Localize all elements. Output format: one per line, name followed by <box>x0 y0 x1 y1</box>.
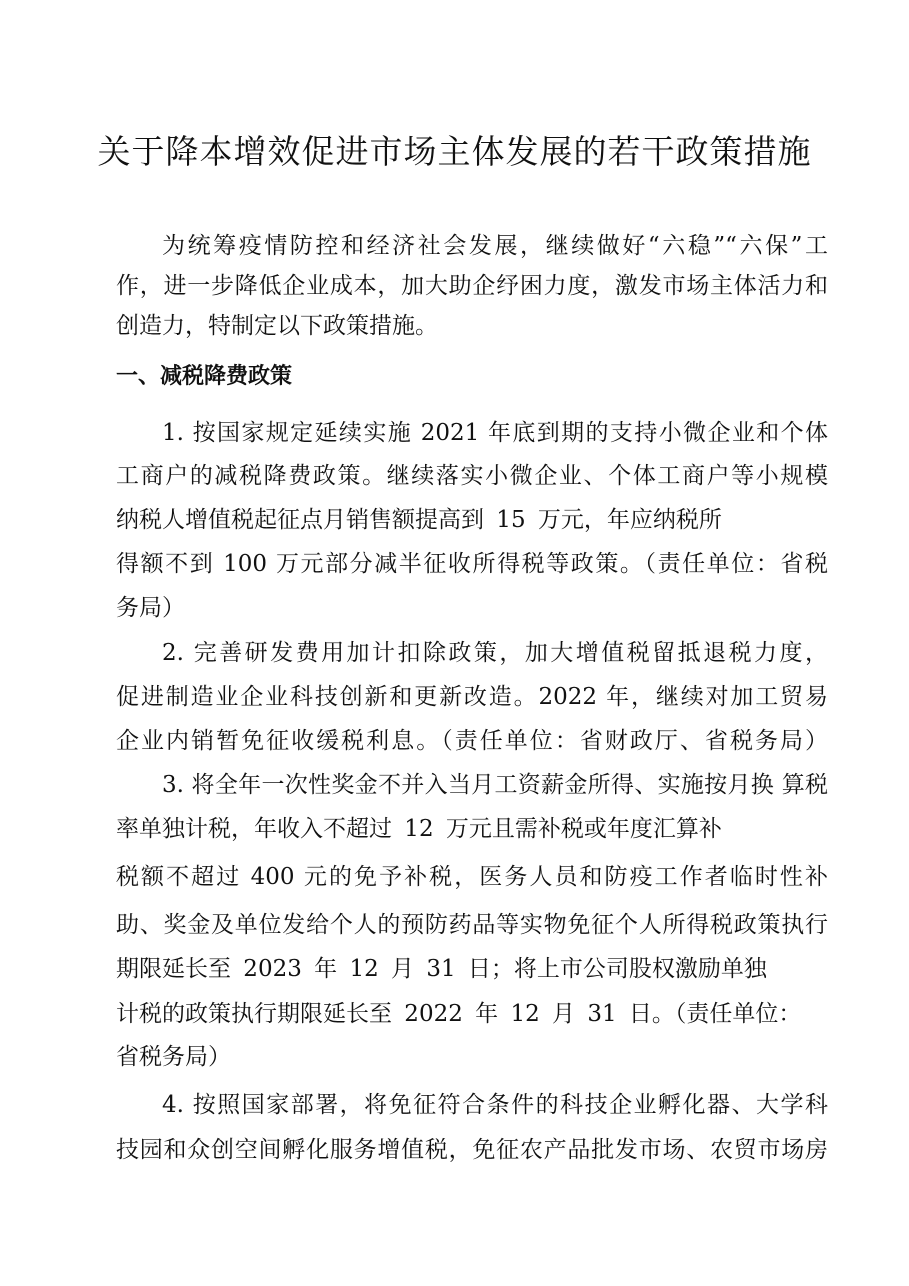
paragraph-line: 企业内销暂免征收缓税利息。（责任单位：省财政厅、省税务局） <box>116 728 828 754</box>
paragraph-line: 3. 将全年一次性奖金不并入当月工资薪金所得、实施按月换 算税 <box>162 772 828 798</box>
paragraph-line: 工商户的减税降费政策。继续落实小微企业、个体工商户等小规模 <box>116 463 828 489</box>
paragraph-line: 2. 完善研发费用加计扣除政策，加大增值税留抵退税力度， <box>162 640 828 666</box>
paragraph-line: 为统筹疫情防控和经济社会发展，继续做好“六稳”“六保”工 <box>162 233 828 259</box>
paragraph-line: 纳税人增值税起征点月销售额提高到 15 万元，年应纳税所 <box>116 507 722 533</box>
paragraph-line: 技园和众创空间孵化服务增值税，免征农产品批发市场、农贸市场房 <box>116 1137 828 1163</box>
paragraph-line: 1. 按国家规定延续实施 2021 年底到期的支持小微企业和个体 <box>162 420 828 446</box>
paragraph-line: 得额不到 100 万元部分减半征收所得税等政策。（责任单位：省税 <box>116 551 828 577</box>
paragraph-line: 期限延长至 2023 年 12 月 31 日；将上市公司股权激励单独 <box>116 956 767 982</box>
paragraph-line: 促进制造业企业科技创新和更新改造。2022 年，继续对加工贸易 <box>116 684 828 710</box>
paragraph-line: 助、奖金及单位发给个人的预防药品等实物免征个人所得税政策执行 <box>116 912 828 938</box>
paragraph-line: 税额不超过 400 元的免予补税，医务人员和防疫工作者临时性补 <box>116 864 828 890</box>
paragraph-line: 务局） <box>116 595 185 621</box>
paragraph-line: 创造力，特制定以下政策措施。 <box>116 313 438 339</box>
section-heading: 一、减税降费政策 <box>116 364 293 389</box>
paragraph-line: 计税的政策执行期限延长至 2022 年 12 月 31 日。（责任单位： <box>116 1001 802 1027</box>
paragraph-line: 作，进一步降低企业成本，加大助企纾困力度，激发市场主体活力和 <box>116 273 828 299</box>
paragraph-line: 省税务局） <box>116 1044 231 1070</box>
document-title: 关于降本增效促进市场主体发展的若干政策措施 <box>97 132 812 171</box>
paragraph-line: 率单独计税，年收入不超过 12 万元且需补税或年度汇算补 <box>116 816 722 842</box>
paragraph-line: 4. 按照国家部署，将免征符合条件的科技企业孵化器、大学科 <box>162 1092 828 1118</box>
